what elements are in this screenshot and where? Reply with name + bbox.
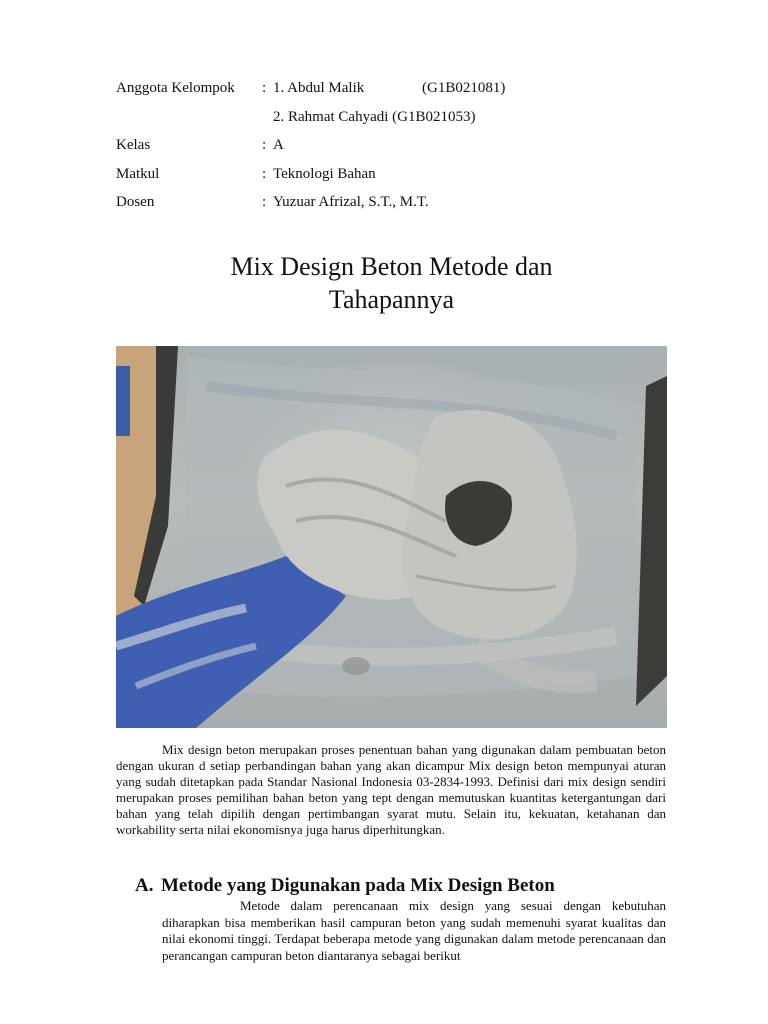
blue-object bbox=[116, 366, 130, 436]
title-line-2: Tahapannya bbox=[328, 285, 455, 314]
meta-value: Yuzuar Afrizal, S.T., M.T. bbox=[273, 194, 429, 210]
meta-separator: : bbox=[262, 165, 267, 182]
meta-row-lecturer bbox=[116, 190, 676, 219]
photo-illustration bbox=[116, 346, 667, 728]
intro-paragraph: Mix design beton merupakan proses penentuan bahan yang digunakan dalam pembuatan beton dengan ukuran d setiap perbandingan bahan yang akan dicampur Mix design beton mempunyai aturan yang sudah ditetapkan pada Standar Nasional Indonesia 03-2834-1993. Definisi dari mix design sendiri merupakan proses pemilihan bahan beton yang tept dengan memutuskan kuantitas ketergantungan dari bahan yang telah dipilih dengan pertimbangan syarat mutu. Selain itu, kekuatan, ketahanan dan workability serta nilai ekonomisnya juga harus diperhitungkan. bbox=[116, 742, 666, 837]
meta-extra: (G1B021081) bbox=[422, 80, 506, 96]
meta-label: Dosen bbox=[116, 194, 155, 210]
meta-label: Matkul bbox=[116, 165, 160, 182]
section-a-paragraph: Metode dalam perencanaan mix design yang sesuai dengan kebutuhan diharapkan bisa memberikan hasil campuran beton yang sudah memenuhi syarat kualitas dan nilai ekonomi tinggi. Terdapat beberapa metode yang digunakan dalam metode perencanaan dan perancangan campuran beton diantaranya sebagai berikut bbox=[162, 898, 666, 963]
meta-value: 2. Rahmat Cahyadi (G1B021053) bbox=[273, 108, 476, 125]
meta-label: Kelas bbox=[116, 137, 151, 153]
meta-value: Teknologi Bahan bbox=[273, 165, 376, 182]
concrete-mixing-photo bbox=[116, 346, 667, 728]
document-title bbox=[116, 250, 667, 316]
meta-value: A bbox=[273, 137, 284, 153]
concrete-spot bbox=[342, 657, 370, 675]
meta-row-course bbox=[116, 162, 676, 191]
section-number: A. bbox=[135, 875, 154, 896]
meta-row-members bbox=[116, 76, 676, 105]
meta-row-member-2 bbox=[116, 105, 676, 134]
group-info bbox=[116, 76, 676, 219]
title-line-1: Mix Design Beton Metode dan bbox=[230, 252, 553, 281]
meta-label: Anggota Kelompok bbox=[116, 80, 235, 96]
section-title: Metode yang Digunakan pada Mix Design Beton bbox=[161, 875, 555, 896]
section-a-heading bbox=[135, 874, 675, 898]
meta-separator: : bbox=[262, 194, 267, 210]
meta-separator: : bbox=[262, 137, 267, 153]
meta-separator: : bbox=[262, 80, 267, 96]
meta-value: 1. Abdul Malik bbox=[273, 80, 365, 96]
meta-row-class bbox=[116, 133, 676, 162]
tray-rim-right bbox=[636, 376, 667, 706]
